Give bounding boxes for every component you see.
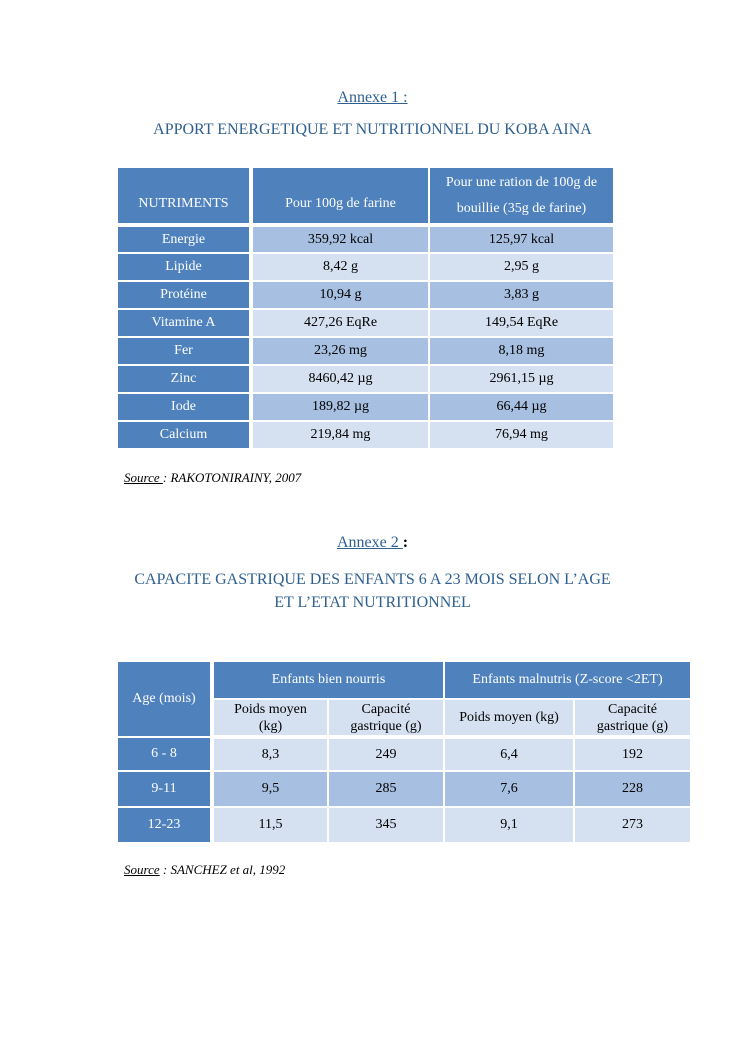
nutrient-name: Fer — [117, 337, 251, 365]
well-weight: 9,5 — [212, 771, 328, 807]
header-per-100g-flour: Pour 100g de farine — [251, 167, 429, 225]
table-row — [117, 309, 614, 337]
value-per-100g: 8460,42 µg — [251, 365, 429, 393]
annexe2-title-line2: ET L’ETAT NUTRITIONNEL — [274, 594, 471, 611]
well-weight: 11,5 — [212, 807, 328, 843]
annexe2-label: Annexe 2 : — [336, 534, 409, 551]
annexe1-source: Source : RAKOTONIRAINY, 2007 — [124, 470, 302, 485]
mal-weight: 7,6 — [444, 771, 574, 807]
table-row — [117, 337, 614, 365]
annexe2-source: Source : SANCHEZ et al, 1992 — [124, 862, 286, 877]
mal-capacity: 192 — [574, 737, 691, 771]
gastric-capacity-table — [116, 660, 692, 844]
annexe2-title-line1: CAPACITE GASTRIQUE DES ENFANTS 6 A 23 MOIS SELON L’AGE — [134, 571, 611, 588]
annexe1-label: Annexe 1 : — [337, 89, 408, 106]
mal-weight: 6,4 — [444, 737, 574, 771]
nutrient-name: Energie — [117, 225, 251, 253]
mal-capacity: 273 — [574, 807, 691, 843]
value-per-100g: 8,42 g — [251, 253, 429, 281]
table-row — [117, 771, 691, 807]
subheader-capacity: Capacité gastrique (g) — [328, 699, 444, 737]
annexe1-title: APPORT ENERGETIQUE ET NUTRITIONNEL DU KOBA AINA — [153, 121, 592, 138]
value-per-100g: 23,26 mg — [251, 337, 429, 365]
age-range: 9-11 — [117, 771, 212, 807]
header-malnourished: Enfants malnutris (Z-score <2ET) — [444, 661, 691, 699]
subheader-capacity: Capacité gastrique (g) — [574, 699, 691, 737]
header-well-nourished: Enfants bien nourris — [212, 661, 444, 699]
well-capacity: 249 — [328, 737, 444, 771]
value-per-ration: 8,18 mg — [429, 337, 614, 365]
value-per-100g: 427,26 EqRe — [251, 309, 429, 337]
table-row — [117, 737, 691, 771]
annexe2-title — [0, 568, 745, 614]
age-range: 6 - 8 — [117, 737, 212, 771]
value-per-ration: 149,54 EqRe — [429, 309, 614, 337]
well-capacity: 345 — [328, 807, 444, 843]
value-per-100g: 219,84 mg — [251, 421, 429, 449]
table-row — [117, 281, 614, 309]
table-row — [117, 421, 614, 449]
value-per-100g: 189,82 µg — [251, 393, 429, 421]
table-row — [117, 807, 691, 843]
value-per-100g: 359,92 kcal — [251, 225, 429, 253]
nutrition-table — [116, 166, 615, 450]
well-capacity: 285 — [328, 771, 444, 807]
value-per-ration: 66,44 µg — [429, 393, 614, 421]
nutrient-name: Calcium — [117, 421, 251, 449]
value-per-100g: 10,94 g — [251, 281, 429, 309]
nutrient-name: Lipide — [117, 253, 251, 281]
header-nutriments: NUTRIMENTS — [117, 167, 251, 225]
nutrient-name: Vitamine A — [117, 309, 251, 337]
subheader-weight: Poids moyen (kg) — [444, 699, 574, 737]
mal-capacity: 228 — [574, 771, 691, 807]
age-range: 12-23 — [117, 807, 212, 843]
header-per-ration: Pour une ration de 100g de bouillie (35g de farine) — [429, 167, 614, 225]
header-age: Age (mois) — [117, 661, 212, 737]
subheader-weight: Poids moyen (kg) — [212, 699, 328, 737]
table-row — [117, 225, 614, 253]
value-per-ration: 2961,15 µg — [429, 365, 614, 393]
nutrient-name: Iode — [117, 393, 251, 421]
value-per-ration: 3,83 g — [429, 281, 614, 309]
value-per-ration: 2,95 g — [429, 253, 614, 281]
mal-weight: 9,1 — [444, 807, 574, 843]
well-weight: 8,3 — [212, 737, 328, 771]
table-row — [117, 365, 614, 393]
table-row — [117, 253, 614, 281]
value-per-ration: 125,97 kcal — [429, 225, 614, 253]
nutrient-name: Zinc — [117, 365, 251, 393]
table-row — [117, 393, 614, 421]
nutrient-name: Protéine — [117, 281, 251, 309]
value-per-ration: 76,94 mg — [429, 421, 614, 449]
